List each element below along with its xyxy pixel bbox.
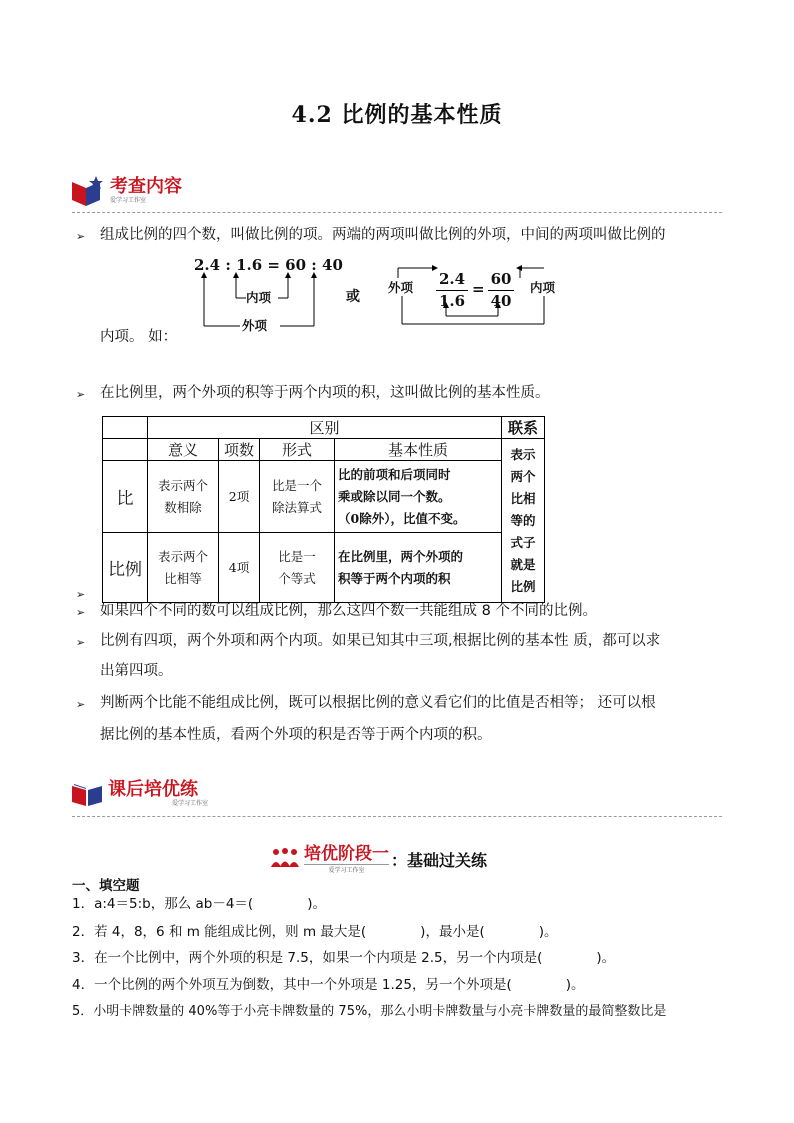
- col-header-form: 形式: [260, 439, 335, 461]
- table-link-cell: [502, 439, 545, 603]
- row-name: 比: [103, 461, 148, 533]
- table-corner-cell: [103, 439, 148, 461]
- fraction-equals: =: [472, 280, 485, 298]
- question-1: 1．a:4＝5:b，那么 ab－4＝( )。: [72, 896, 326, 912]
- stage-label: 培优阶段一: [304, 844, 389, 864]
- open-book-icon: [70, 780, 104, 808]
- section-title: 课后培优练: [108, 779, 198, 800]
- point-4-text-cont: 出第四项。: [100, 663, 173, 679]
- table-row: [103, 533, 545, 603]
- students-icon: [268, 847, 302, 871]
- link-line: 式子: [510, 534, 536, 550]
- section-divider: [72, 212, 722, 213]
- table-header-link: 联系: [502, 417, 545, 439]
- row-meaning: [148, 461, 219, 533]
- link-line: 就是: [510, 556, 536, 572]
- fraction-denominator-2: 40: [490, 292, 512, 310]
- cell-line: 积等于两个内项的积: [338, 570, 451, 586]
- cell-line: 在比例里，两个外项的: [338, 548, 464, 564]
- cell-line: 比是一: [278, 548, 316, 564]
- row-property: [335, 461, 502, 533]
- point-2-text: 在比例里，两个外项的积等于两个内项的积，这叫做比例的基本性质。: [100, 385, 550, 401]
- question-5: 5．小明卡牌数量的 40%等于小亮卡牌数量的 75%，那么小明卡牌数量与小亮卡牌数量的最简整数比是: [72, 1004, 667, 1019]
- book-star-icon: [70, 174, 106, 208]
- fraction-numerator-2: 60: [490, 270, 512, 288]
- question-3: 3．在一个比例中，两个外项的积是 7.5，如果一个内项是 2.5，另一个内项是( )。: [72, 950, 616, 966]
- cell-line: （0除外），比值不变。: [338, 510, 466, 526]
- section-badge-after-class: [70, 780, 208, 808]
- bullet-arrow-icon: ➢: [76, 388, 86, 401]
- bullet-arrow-icon: ➢: [76, 606, 86, 619]
- bullet-arrow-icon: ➢: [76, 230, 86, 243]
- section-divider: [72, 816, 722, 817]
- row-form: [260, 461, 335, 533]
- cell-line: 比相等: [164, 570, 202, 586]
- bullet-arrow-icon: ➢: [76, 636, 86, 649]
- stage-heading: [268, 844, 487, 874]
- stage-subtitle: 爱学习工作室: [304, 864, 389, 874]
- point-4-text: 比例有四项，两个外项和两个内项。如果已知其中三项,根据比例的基本性 质，都可以求: [100, 633, 661, 649]
- inner-terms-label: 内项: [246, 290, 272, 305]
- table-header-diff: 区别: [148, 417, 502, 439]
- section-badge-exam-content: [70, 174, 182, 208]
- table-corner-cell: [103, 417, 148, 439]
- point-5-text-cont: 据比例的基本性质，看两个外项的积是否等于两个内项的积。: [100, 727, 492, 743]
- fraction-bar-2: [488, 290, 514, 291]
- cell-line: 表示两个: [157, 548, 208, 564]
- row-property: [335, 533, 502, 603]
- page-title: 4.2 比例的基本性质: [291, 102, 503, 128]
- frac-outer-label: 外项: [388, 280, 414, 295]
- fraction-numerator-1: 2.4: [438, 270, 466, 288]
- section-title: 考查内容: [110, 176, 182, 197]
- point-1-text-cont: 内项。 如：: [100, 329, 178, 345]
- cell-line: 个等式: [278, 570, 316, 586]
- link-line: 两个: [510, 468, 536, 484]
- bullet-arrow-icon: ➢: [76, 698, 86, 711]
- bullet-arrow-icon: ➢: [76, 588, 86, 601]
- row-form: [260, 533, 335, 603]
- questions-heading: 一、填空题: [72, 878, 140, 894]
- point-1-text: 组成比例的四个数，叫做比例的项。两端的两项叫做比例的外项，中间的两项叫做比例的: [100, 227, 666, 243]
- stage-suffix: ：基础过关练: [391, 850, 488, 870]
- cell-line: 乘或除以同一个数。: [338, 488, 451, 504]
- cell-line: 比的前项和后项同时: [338, 466, 451, 482]
- row-name: 比例: [103, 533, 148, 603]
- cell-line: 比是一个: [271, 477, 322, 493]
- section-subtitle: 爱学习工作室: [172, 800, 209, 807]
- cell-line: 表示两个: [157, 477, 208, 493]
- row-count: 2项: [219, 461, 260, 533]
- section-subtitle: 爱学习工作室: [110, 197, 147, 204]
- link-line: 比例: [510, 578, 536, 594]
- question-4: 4．一个比例的两个外项互为倒数，其中一个外项是 1.25，另一个外项是( )。: [72, 977, 585, 993]
- cell-line: 数相除: [164, 499, 202, 515]
- row-meaning: [148, 533, 219, 603]
- ratio-equation: 2.4 : 1.6 = 60 : 40: [194, 256, 343, 274]
- point-3-text: 如果四个不同的数可以组成比例，那么这四个数一共能组成 8 个不同的比例。: [100, 603, 597, 619]
- fraction-denominator-1: 1.6: [438, 292, 466, 310]
- link-line: 表示: [510, 446, 536, 462]
- cell-line: 除法算式: [271, 499, 322, 515]
- link-line: 比相: [510, 490, 536, 506]
- col-header-property: 基本性质: [335, 439, 502, 461]
- table-row: [103, 461, 545, 533]
- ratio-terms-diagram: [190, 256, 570, 336]
- point-5-text: 判断两个比能不能组成比例，既可以根据比例的意义看它们的比值是否相等； 还可以根: [100, 695, 656, 711]
- question-2: 2．若 4，8，6 和 m 能组成比例，则 m 最大是( )，最小是( )。: [72, 924, 558, 940]
- col-header-meaning: 意义: [148, 439, 219, 461]
- link-line: 等的: [510, 512, 536, 528]
- row-count: 4项: [219, 533, 260, 603]
- or-text: 或: [346, 289, 360, 305]
- outer-terms-label: 外项: [242, 318, 268, 333]
- col-header-count: 项数: [219, 439, 260, 461]
- fraction-bar-1: [436, 290, 468, 291]
- ratio-comparison-table: [102, 416, 545, 603]
- frac-inner-label: 内项: [530, 280, 556, 295]
